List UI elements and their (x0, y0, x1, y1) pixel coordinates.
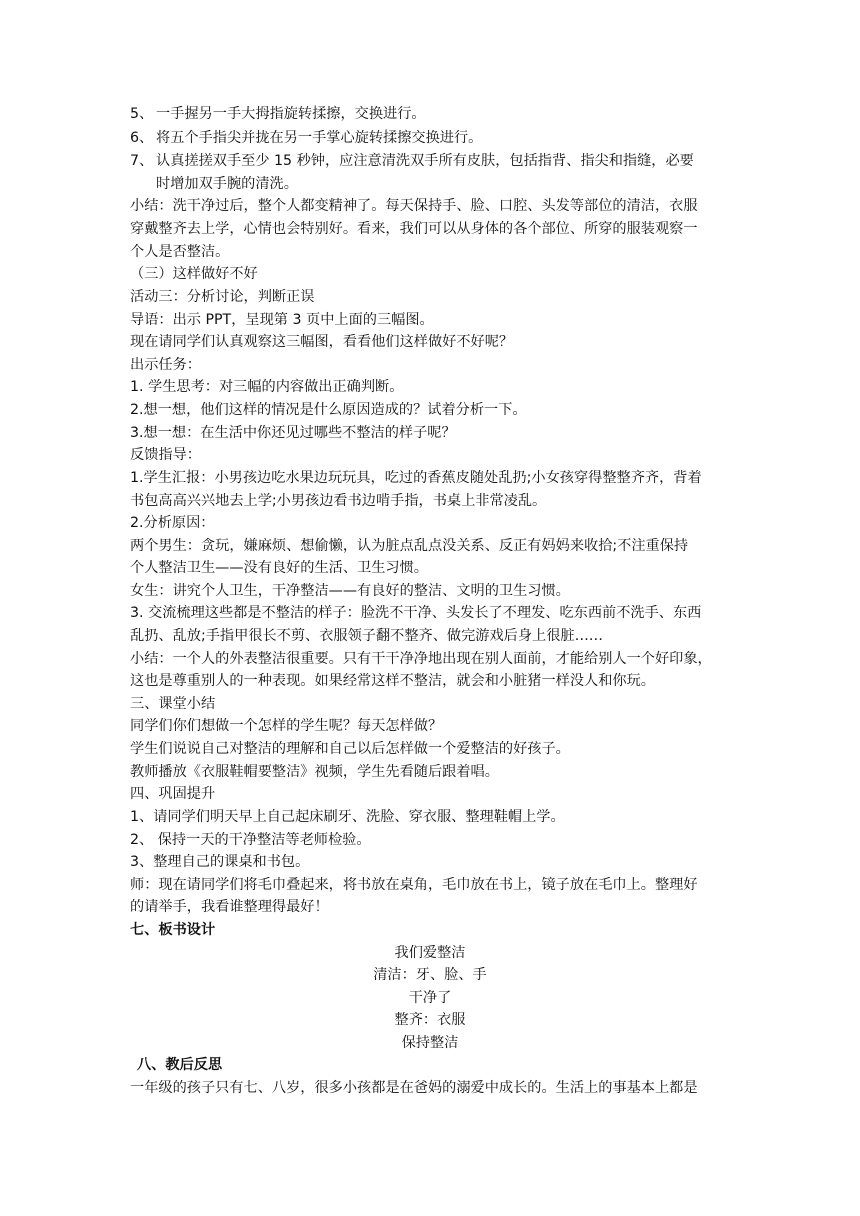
paragraph-line: 现在请同学们认真观察这三幅图，看看他们这样做好不好呢？ (130, 334, 514, 350)
paragraph-line: 学生们说说自己对整洁的理解和自己以后怎样做一个爱整洁的好孩子。 (130, 741, 570, 757)
paragraph-line: 的请举手，我看谁整理得最好！ (130, 899, 329, 915)
paragraph-line: 一年级的孩子只有七、八岁，很多小孩都是在爸妈的溺爱中成长的。生活上的事基本上都是 (130, 1080, 698, 1096)
subsection-heading: （三）这样做好不好 (130, 266, 258, 282)
board-line: 我们爱整洁 (394, 945, 466, 961)
paragraph-line: 1、请同学们明天早上自己起床刷牙、洗脸、穿衣服、整理鞋帽上学。 (130, 809, 565, 825)
paragraph-line: 3.想一想：在生活中你还见过哪些不整洁的样子呢？ (130, 425, 456, 441)
paragraph-line: 2.想一想，他们这样的情况是什么原因造成的？试着分析一下。 (130, 402, 527, 418)
paragraph-line: 3. 交流梳理这些都是不整洁的样子：脸洗不干净、头发长了不理发、吃东西前不洗手、东西 (130, 605, 702, 621)
paragraph-line: 1. 学生思考：对三幅的内容做出正确判断。 (130, 379, 404, 395)
paragraph-line: 书包高高兴兴地去上学;小男孩边看书边啃手指，书桌上非常凌乱。 (130, 493, 547, 509)
paragraph-line: 2.分析原因： (130, 515, 215, 531)
paragraph-line: 个人整洁卫生——没有良好的生活、卫生习惯。 (130, 560, 428, 576)
paragraph-line: 同学们你们想做一个怎样的学生呢？每天怎样做？ (130, 718, 443, 734)
board-line: 整齐：衣服 (394, 1012, 466, 1028)
paragraph-line: 2、 保持一天的干净整洁等老师检验。 (130, 832, 371, 848)
paragraph-line: 3、整理自己的课桌和书包。 (130, 854, 310, 870)
step-text: 将五个手指尖并拢在另一手掌心旋转揉擦交换进行。 (156, 130, 483, 146)
section-heading: 三、课堂小结 (130, 696, 216, 712)
paragraph-line: 乱扔、乱放;手指甲很长不剪、衣服领子翻不整齐、做完游戏后身上很脏…… (130, 628, 603, 644)
paragraph-line: 1.学生汇报：小男孩边吃水果边玩玩具，吃过的香蕉皮随处乱扔;小女孩穿得整整齐齐，背着 (130, 470, 702, 486)
step-text: 认真搓搓双手至少 15 秒钟，应注意清洗双手所有皮肤，包括指背、指尖和指缝，必要 (156, 153, 694, 169)
board-line: 保持整洁 (401, 1035, 459, 1051)
step-number: 5、 (130, 106, 154, 122)
paragraph-line: 女生：讲究个人卫生，干净整洁——有良好的整洁、文明的卫生习惯。 (130, 583, 570, 599)
board-line: 干净了 (408, 990, 452, 1006)
paragraph-line: 这也是尊重别人的一种表现。如果经常这样不整洁，就会和小脏猪一样没人和你玩。 (130, 673, 655, 689)
step-number: 7、 (130, 153, 154, 169)
paragraph-line: 教师播放《衣服鞋帽要整洁》视频，学生先看随后跟着唱。 (130, 764, 499, 780)
paragraph-line: 小结：洗干净过后，整个人都变精神了。每天保持手、脸、口腔、头发等部位的清洁，衣服 (130, 198, 698, 214)
section-heading-board-design: 七、板书设计 (130, 922, 216, 938)
step-text: 一手握另一手大拇指旋转揉擦，交换进行。 (156, 106, 426, 122)
board-line: 清洁：牙、脸、手 (373, 967, 487, 983)
paragraph-line: 导语：出示 PPT，呈现第 3 页中上面的三幅图。 (130, 312, 434, 328)
section-heading-reflection: 八、教后反思 (137, 1057, 223, 1073)
step-continuation: 时增加双手腕的清洗。 (156, 176, 298, 192)
paragraph-line: 反馈指导： (130, 447, 201, 463)
paragraph-line: 小结：一个人的外表整洁很重要。只有干干净净地出现在别人面前，才能给别人一个好印象， (130, 651, 712, 667)
paragraph-line: 师：现在请同学们将毛巾叠起来，将书放在桌角，毛巾放在书上，镜子放在毛巾上。整理好 (130, 877, 698, 893)
paragraph-line: 个人是否整洁。 (130, 244, 230, 260)
paragraph-line: 出示任务： (130, 357, 201, 373)
paragraph-line: 穿戴整齐去上学，心情也会特别好。看来，我们可以从身体的各个部位、所穿的服装观察一 (130, 221, 698, 237)
paragraph-line: 两个男生：贪玩，嫌麻烦、想偷懒，认为脏点乱点没关系、反正有妈妈来收拾;不注重保持 (130, 538, 689, 554)
step-number: 6、 (130, 130, 154, 146)
paragraph-line: 活动三：分析讨论，判断正误 (130, 289, 315, 305)
section-heading: 四、巩固提升 (130, 786, 216, 802)
